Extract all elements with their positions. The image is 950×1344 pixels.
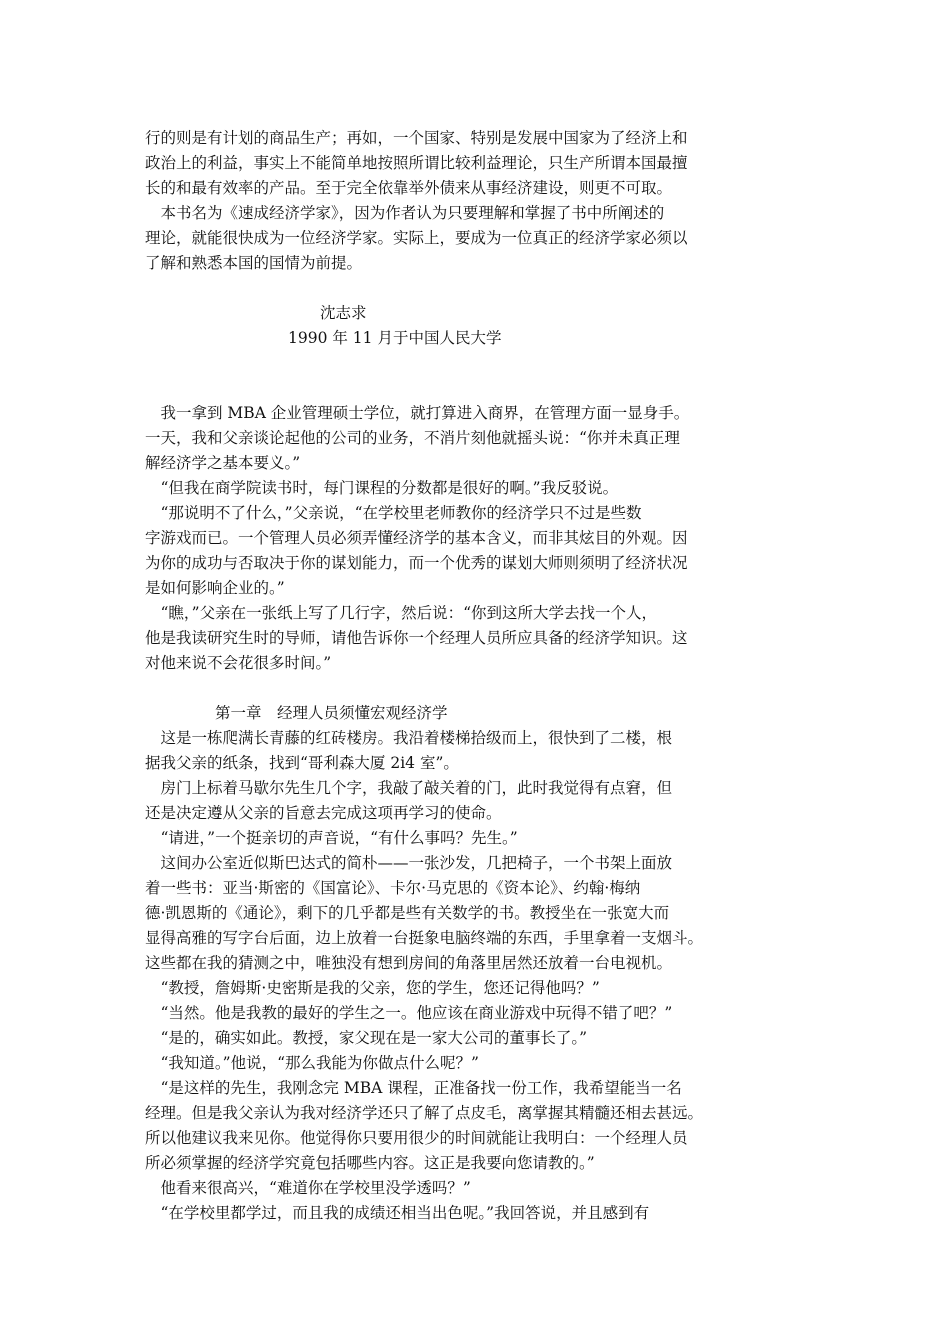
text-line: “在学校里都学过，而且我的成绩还相当出色呢。”我回答说，并且感到有 [145, 1204, 650, 1222]
text-line: 显得高雅的写字台后面，边上放着一台挺象电脑终端的东西，手里拿着一支烟斗。 [145, 929, 704, 947]
text-line: 这是一栋爬满长青藤的红砖楼房。我沿着楼梯拾级而上，很快到了二楼，根 [145, 729, 673, 747]
text-line: “是的，确实如此。教授，家父现在是一家大公司的董事长了。” [145, 1029, 588, 1047]
text-line: 长的和最有效率的产品。至于完全依靠举外债来从事经济建设，则更不可取。 [145, 179, 673, 197]
text-line: “但我在商学院读书时，每门课程的分数都是很好的啊。”我反驳说。 [145, 479, 619, 497]
text-line: 所必须掌握的经济学究竟包括哪些内容。这正是我要向您请教的。” [145, 1154, 595, 1172]
text-line: 德·凯恩斯的《通论》，剩下的几乎都是些有关数学的书。教授坐在一张宽大而 [145, 904, 670, 922]
text-line: “请进，”一个挺亲切的声音说，“有什么事吗？先生。” [145, 829, 518, 847]
text-line: 字游戏而已。一个管理人员必须弄懂经济学的基本含义，而非其炫目的外观。因 [145, 529, 688, 547]
text-line: 对他来说不会花很多时间。” [145, 654, 332, 672]
text-line: 本书名为《速成经济学家》，因为作者认为只要理解和掌握了书中所阐述的 [145, 204, 665, 222]
author-signature: 沈志求 [320, 304, 367, 322]
text-line: “是这样的先生，我刚念完 MBA 课程，正准备找一份工作，我希望能当一名 [145, 1079, 682, 1097]
text-line: 还是决定遵从父亲的旨意去完成这项再学习的使命。 [145, 804, 502, 822]
text-line: 他看来很高兴，“难道你在学校里没学透吗？” [145, 1179, 471, 1197]
text-line: “教授，詹姆斯·史密斯是我的父亲，您的学生，您还记得他吗？” [145, 979, 600, 997]
chapter-heading: 第一章 经理人员须懂宏观经济学 [215, 704, 448, 722]
text-line: 经理。但是我父亲认为我对经济学还只了解了点皮毛，离掌握其精髓还相去甚远。 [145, 1104, 704, 1122]
text-line: 了解和熟悉本国的国情为前提。 [145, 254, 363, 272]
text-line: 房门上标着马歇尔先生几个字，我敲了敲关着的门，此时我觉得有点窘，但 [145, 779, 673, 797]
text-line: 着一些书：亚当·斯密的《国富论》、卡尔·马克思的《资本论》、约翰·梅纳 [145, 879, 641, 897]
text-line: 这些都在我的猜测之中，唯独没有想到房间的角落里居然还放着一台电视机。 [145, 954, 673, 972]
text-line: 我一拿到 MBA 企业管理硕士学位，就打算进入商界，在管理方面一显身手。 [145, 404, 690, 422]
text-line: 为你的成功与否取决于你的谋划能力，而一个优秀的谋划大师则须明了经济状况 [145, 554, 688, 572]
text-line: “当然。他是我教的最好的学生之一。他应该在商业游戏中玩得不错了吧？” [145, 1004, 673, 1022]
text-line: 所以他建议我来见你。他觉得你只要用很少的时间就能让我明白：一个经理人员 [145, 1129, 688, 1147]
date-place: 1990 年 11 月于中国人民大学 [288, 329, 502, 347]
text-line: “瞧，”父亲在一张纸上写了几行字，然后说：“你到这所大学去找一个人， [145, 604, 658, 622]
text-line: 政治上的利益，事实上不能简单地按照所谓比较利益理论，只生产所谓本国最擅 [145, 154, 688, 172]
text-line: “那说明不了什么，”父亲说，“在学校里老师教你的经济学只不过是些数 [145, 504, 642, 522]
text-line: 他是我读研究生时的导师，请他告诉你一个经理人员所应具备的经济学知识。这 [145, 629, 688, 647]
text-line: 是如何影响企业的。” [145, 579, 285, 597]
text-line: 据我父亲的纸条，找到“哥利森大厦 2i4 室”。 [145, 754, 459, 772]
text-line: 解经济学之基本要义。” [145, 454, 301, 472]
text-line: “我知道。”他说，“那么我能为你做点什么呢？” [145, 1054, 479, 1072]
text-line: 这间办公室近似斯巴达式的简朴——一张沙发，几把椅子，一个书架上面放 [145, 854, 673, 872]
text-line: 行的则是有计划的商品生产；再如，一个国家、特别是发展中国家为了经济上和 [145, 129, 688, 147]
text-line: 一天，我和父亲谈论起他的公司的业务，不消片刻他就摇头说：“你并未真正理 [145, 429, 680, 447]
text-line: 理论，就能很快成为一位经济学家。实际上，要成为一位真正的经济学家必须以 [145, 229, 688, 247]
